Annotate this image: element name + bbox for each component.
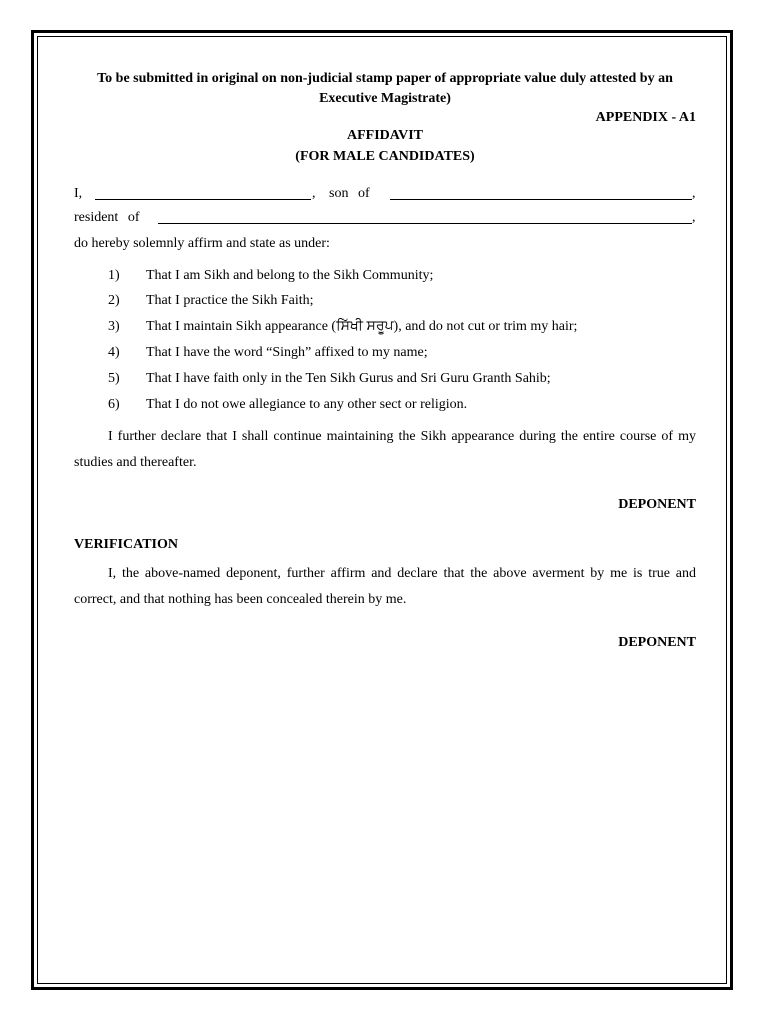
statement-number: 6) — [108, 397, 120, 412]
appendix-label: APPENDIX - A1 — [595, 110, 696, 125]
statement-number: 4) — [108, 345, 120, 360]
comma: , — [692, 186, 696, 201]
statement-text: That I have the word “Singh” affixed to my name; — [146, 345, 428, 360]
deponent-label: DEPONENT — [618, 497, 696, 512]
statement-number: 5) — [108, 371, 120, 386]
deponent-label: DEPONENT — [618, 635, 696, 650]
statement-number: 3) — [108, 319, 120, 334]
comma: , — [312, 186, 316, 201]
submission-note: To be submitted in original on non-judicial stamp paper of appropriate value duly attested by an Executive Magistrate) — [97, 71, 673, 106]
statement-text: That I am Sikh and belong to the Sikh Community; — [146, 268, 434, 283]
verification-title: VERIFICATION — [74, 537, 178, 552]
statement-text: That I do not owe allegiance to any other sect or religion. — [146, 397, 468, 412]
affidavit-subtitle: (FOR MALE CANDIDATES) — [295, 149, 475, 164]
son-of-label: son of — [329, 186, 370, 201]
address-blank[interactable] — [158, 223, 692, 224]
statement-number: 1) — [108, 268, 120, 283]
i-label: I, — [74, 186, 83, 201]
statement-text: That I practice the Sikh Faith; — [146, 293, 314, 308]
affirm-line: do hereby solemnly affirm and state as under: — [74, 236, 330, 251]
verification-paragraph: I, the above-named deponent, further affirm and declare that the above averment by me is true and correct, and that nothing has been concealed therein by me. — [74, 566, 696, 607]
resident-label: resident of — [74, 210, 140, 225]
father-name-blank[interactable] — [390, 199, 692, 200]
name-blank[interactable] — [95, 199, 311, 200]
comma: , — [692, 210, 696, 225]
affidavit-title: AFFIDAVIT — [347, 128, 423, 143]
declaration-paragraph: I further declare that I shall continue maintaining the Sikh appearance during the entire course of my studies and thereafter. — [74, 429, 696, 470]
statement-text: That I maintain Sikh appearance (ਸਿੱਖੀ ਸਰੂਪ), and do not cut or trim my hair; — [146, 319, 578, 334]
statement-text: That I have faith only in the Ten Sikh Gurus and Sri Guru Granth Sahib; — [146, 371, 551, 386]
statement-number: 2) — [108, 293, 120, 308]
